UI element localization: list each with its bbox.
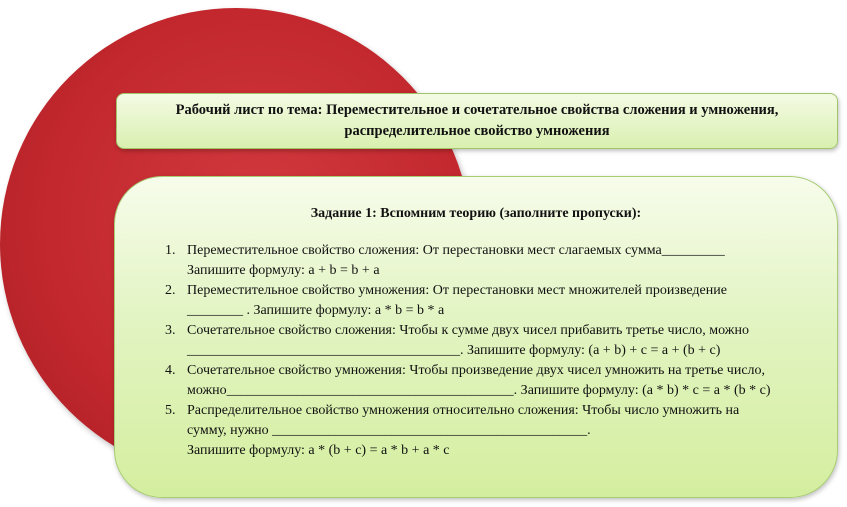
list-item (165, 321, 827, 361)
item-text-line: Сочетательное свойство умножения: Чтобы произведение двух чисел умножить на третье число, (187, 363, 766, 378)
title-banner (116, 93, 838, 149)
item-formula-line: Запишите формулу: a * (b + c) = a * b + a * c (187, 443, 450, 458)
item-number: 4. (165, 363, 176, 378)
worksheet-title (147, 100, 807, 142)
item-formula-line: _______________________________________. Запишите формулу: (a + b) + c = a + (b + c) (187, 343, 721, 358)
item-text-line-2: сумму, нужно _____________________________________________. (187, 423, 591, 438)
item-text-line: Сочетательное свойство сложения: Чтобы к сумме двух чисел прибавить третье число, можно (187, 323, 749, 338)
item-number: 3. (165, 323, 176, 338)
list-item (165, 361, 827, 401)
item-text-line: Переместительное свойство сложения: От перестановки мест слагаемых сумма_________ (187, 243, 725, 258)
item-number: 1. (165, 243, 176, 258)
item-text-line: Распределительное свойство умножения относительно сложения: Чтобы число умножить на (187, 403, 740, 418)
item-text-line: Переместительное свойство умножения: От перестановки мест множителей произведение (187, 283, 727, 298)
item-formula-line: ________ . Запишите формулу: a * b = b * a (187, 303, 445, 318)
task-panel (114, 176, 838, 498)
item-number: 5. (165, 403, 176, 418)
task-list (165, 241, 827, 461)
title-line-1: Рабочий лист по тема: Переместительное и сочетательное свойства сложения и умножения, (175, 102, 779, 118)
list-item (165, 241, 827, 281)
item-formula-line: можно_________________________________________. Запишите формулу: (a * b) * c = a * (b * c) (187, 383, 771, 398)
list-item (165, 281, 827, 321)
title-line-2: распределительное свойство умножения (344, 123, 610, 139)
item-formula-line: Запишите формулу: a + b = b + a (187, 263, 380, 278)
item-number: 2. (165, 283, 176, 298)
list-item (165, 401, 827, 461)
task-heading: Задание 1: Вспомним теорию (заполните пропуски): (310, 206, 642, 221)
